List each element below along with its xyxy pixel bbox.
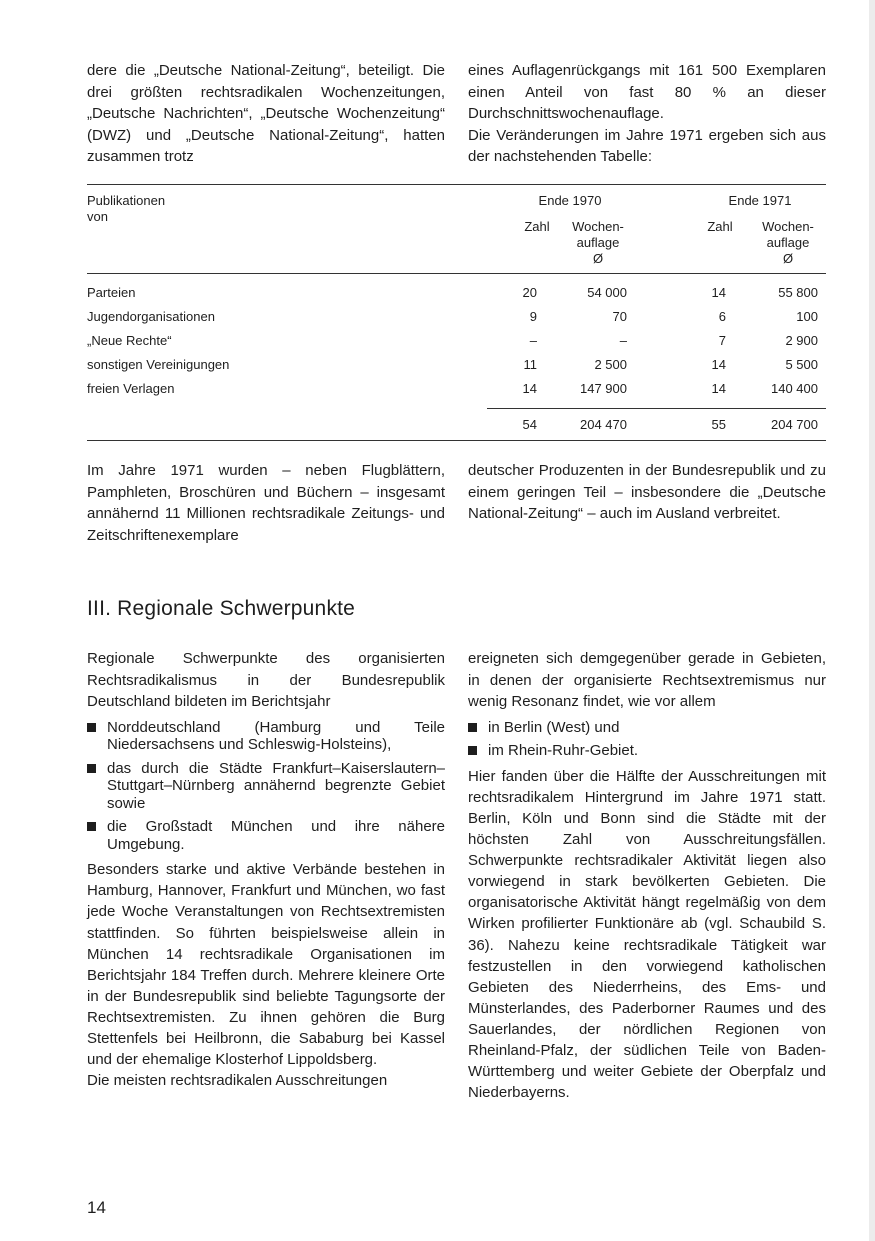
total-wochenauflage-1970: 204 470 bbox=[580, 417, 627, 432]
cell-zahl-1970: 11 bbox=[523, 357, 537, 372]
top-right-column bbox=[468, 60, 826, 168]
header-publikationen: Publikationen bbox=[87, 193, 166, 208]
cell-zahl-1970: 20 bbox=[522, 285, 537, 300]
middle-left-paragraph: Im Jahre 1971 wurden – neben Flugblättern, Pamphleten, Broschüren und Büchern – insgesamt annähernd 11 Millionen rechtsradikale Zeitungs- und Zeitschriftenexemplare bbox=[87, 462, 445, 544]
list-item: in Berlin (West) und bbox=[468, 719, 826, 737]
table-header-rule bbox=[87, 273, 826, 274]
row-label: sonstigen Vereinigungen bbox=[87, 357, 230, 372]
cell-zahl-1970: 14 bbox=[522, 381, 537, 396]
list-item: im Rhein-Ruhr-Gebiet. bbox=[468, 742, 826, 760]
header-woch-line3: Ø bbox=[782, 251, 794, 266]
header-wochenauflage-1970 bbox=[558, 219, 638, 267]
regional-right-paragraph-2: Hier fanden über die Hälfte der Ausschreitungen mit rechtsradikalem Hintergrund im Jahre 1971 statt. Berlin, Köln und Bonn sind die Städte mit der höchsten Zahl von Ausschreitungsfällen. Schwerpunkte rechtsradikaler Aktivität liegen also vorwiegend in stark bevölkerten Gebieten. Die organisatorische Aktivität hängt regelmäßig von dem Wirken profilierter Funktionäre ab (vgl. Schaubild S. 36). Nahezu keine rechtsradikale Tätigkeit war festzustellen in den vorwiegend katholischen Gebieten des Niederrheins, des Ems- und Münsterlandes, des Paderborner Raumes und des Sauerlandes, der nördlichen Regionen von Rheinland-Pfalz, der südlichen Teile von Baden-Württemberg und weiter Gebiete der Oberpfalz und Niederbayerns. bbox=[468, 767, 826, 1102]
header-ende-1970: Ende 1970 bbox=[538, 193, 602, 208]
header-zahl-1970: Zahl bbox=[524, 219, 550, 234]
header-woch-line2: auflage bbox=[766, 235, 810, 250]
row-label: Jugendorganisationen bbox=[87, 309, 215, 324]
regional-paragraph-3: Die meisten rechtsradikalen Ausschreitungen bbox=[87, 1072, 388, 1090]
cell-wochenauflage-1970: 70 bbox=[612, 309, 627, 324]
header-woch-line1: Wochen- bbox=[762, 219, 814, 234]
total-zahl-1970: 54 bbox=[522, 417, 537, 432]
header-woch-line1: Wochen- bbox=[572, 219, 624, 234]
row-label: Parteien bbox=[87, 285, 136, 300]
cell-zahl-1971: 14 bbox=[711, 357, 726, 372]
regional-right-column bbox=[468, 648, 826, 1103]
regional-left-column bbox=[87, 648, 445, 1091]
cell-wochenauflage-1971: 2 900 bbox=[785, 333, 818, 348]
table-header-label bbox=[87, 193, 165, 225]
cell-wochenauflage-1971: 140 400 bbox=[771, 381, 818, 396]
cell-wochenauflage-1970: 147 900 bbox=[580, 381, 627, 396]
top-right-paragraph-2: Die Veränderungen im Jahre 1971 ergeben sich aus der nachstehenden Tabelle: bbox=[468, 126, 826, 166]
header-ende-1971: Ende 1971 bbox=[728, 193, 792, 208]
list-item: das durch die Städte Frankfurt–Kaiserslautern–Stuttgart–Nürnberg annähernd begrenzte Gebiet sowie bbox=[87, 760, 445, 813]
total-zahl-1971: 55 bbox=[711, 417, 726, 432]
cell-zahl-1971: 7 bbox=[718, 333, 726, 348]
row-label: „Neue Rechte“ bbox=[87, 333, 172, 348]
cell-wochenauflage-1971: 55 800 bbox=[778, 285, 818, 300]
cell-wochenauflage-1970: – bbox=[619, 333, 627, 348]
top-left-paragraph: dere die „Deutsche National-Zeitung“, beteiligt. Die drei größten rechtsradikalen Wochenzeitungen, „Deutsche Nachrichten“, „Deutsche Wochenzeitung“ (DWZ) und „Deutsche National-Zeitung“, hatten zusammen trotz bbox=[87, 62, 445, 166]
header-woch-line3: Ø bbox=[592, 251, 604, 266]
regional-right-intro: ereigneten sich demgegenüber gerade in Gebieten, in denen der organisierte Rechtsextremismus nur wenig Resonanz findet, wie vor allem bbox=[468, 650, 826, 711]
regional-right-bullet-list bbox=[468, 719, 826, 760]
table-sum-rule bbox=[487, 408, 826, 409]
middle-left-column bbox=[87, 460, 445, 546]
top-right-paragraph-1: eines Auflagenrückgangs mit 161 500 Exemplaren einen Anteil von fast 80 % an dieser Durchschnittswochenauflage. bbox=[468, 62, 826, 123]
top-left-column bbox=[87, 60, 445, 168]
table-bottom-rule bbox=[87, 440, 826, 441]
header-von: von bbox=[87, 209, 108, 224]
page-edge-shadow bbox=[869, 0, 875, 1241]
table-top-rule bbox=[87, 184, 826, 185]
cell-wochenauflage-1971: 100 bbox=[796, 309, 818, 324]
list-item: die Großstadt München und ihre nähere Umgebung. bbox=[87, 818, 445, 853]
cell-zahl-1971: 14 bbox=[711, 285, 726, 300]
cell-zahl-1971: 14 bbox=[711, 381, 726, 396]
cell-zahl-1970: 9 bbox=[529, 309, 537, 324]
header-woch-line2: auflage bbox=[576, 235, 620, 250]
row-label: freien Verlagen bbox=[87, 381, 175, 396]
cell-zahl-1970: – bbox=[529, 333, 537, 348]
regional-bullet-list bbox=[87, 719, 445, 854]
cell-wochenauflage-1970: 54 000 bbox=[587, 285, 627, 300]
cell-wochenauflage-1971: 5 500 bbox=[785, 357, 818, 372]
regional-paragraph-2: Besonders starke und aktive Verbände bestehen in Hamburg, Hannover, Frankfurt und München, wo fast jede Woche Veranstaltungen von Rechtsextremisten stattfinden. So führten beispielsweise allein in München 14 rechtsradikale Organisationen im Berichtsjahr 184 Treffen durch. Mehrere kleinere Orte in der Bundesrepublik sind beliebte Tagungsorte der Rechtsextremisten. Zu ihnen gehören die Burg Stettenfels bei Heilbronn, die Sababurg bei Kassel und der ehemalige Klosterhof Lippoldsberg. bbox=[87, 861, 445, 1069]
list-item: Norddeutschland (Hamburg und Teile Niedersachsens und Schleswig-Holsteins), bbox=[87, 719, 445, 754]
section-heading: III. Regionale Schwerpunkte bbox=[87, 597, 356, 620]
regional-intro: Regionale Schwerpunkte des organisierten Rechtsradikalismus in der Bundesrepublik Deutschland bildeten im Berichtsjahr bbox=[87, 650, 445, 711]
middle-right-column bbox=[468, 460, 826, 525]
page-number: 14 bbox=[87, 1198, 106, 1217]
total-wochenauflage-1971: 204 700 bbox=[771, 417, 818, 432]
header-zahl-1971: Zahl bbox=[707, 219, 733, 234]
header-wochenauflage-1971 bbox=[748, 219, 828, 267]
cell-wochenauflage-1970: 2 500 bbox=[594, 357, 627, 372]
cell-zahl-1971: 6 bbox=[718, 309, 726, 324]
middle-right-paragraph: deutscher Produzenten in der Bundesrepublik und zu einem geringen Teil – insbesondere die „Deutsche National-Zeitung“ – auch im Ausland verbreitet. bbox=[468, 462, 826, 523]
